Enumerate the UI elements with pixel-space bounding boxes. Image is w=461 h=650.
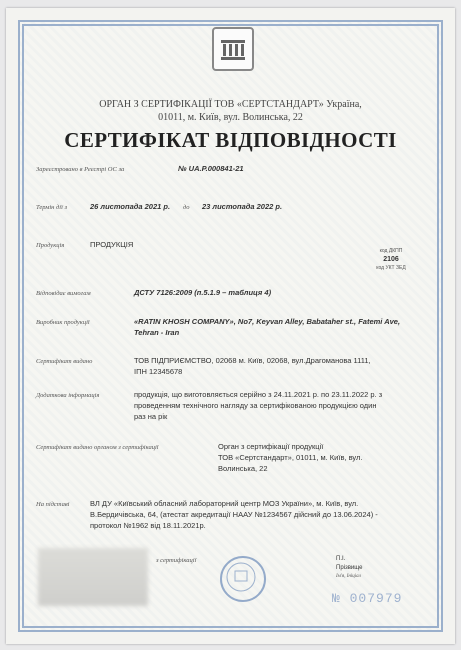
issued-label: Сертифікат видано (36, 358, 93, 365)
certificate-title: СЕРТИФІКАТ ВІДПОВІДНОСТІ (64, 128, 397, 152)
code-sub-label: код УКТ ЗЕД (376, 265, 406, 271)
number-prefix: № (332, 591, 341, 606)
signatory-initials: П.І. (336, 556, 346, 562)
issuing-body-line2: ТОВ «Сертстандарт», 01011, м. Київ, вул. (218, 453, 363, 462)
certificate-page (6, 8, 455, 644)
basis-line2: В.Бердичівська, 64, (атестат акредитації НААУ №1234567 дійсний до 13.06.2024) - (90, 510, 378, 519)
issuer-header-line1: ОРГАН З СЕРТИФІКАЦІЇ ТОВ «СЕРТСТАНДАРТ» Україна, (99, 99, 362, 110)
extra-info-line3: раз на рік (134, 412, 168, 421)
extra-info-label: Додаткова інформація (36, 392, 100, 399)
signature-role-label: з сертифікації (156, 557, 197, 564)
issuer-header-line2: 01011, м. Київ, вул. Волинська, 22 (158, 112, 303, 123)
term-from: 26 листопада 2021 р. (90, 202, 171, 211)
product-value: ПРОДУКЦІЯ (90, 240, 134, 249)
redacted-signature-block (38, 548, 148, 606)
registry-number: № UA.P.000841-21 (178, 164, 244, 173)
signatory-surname: Прізвище (336, 565, 363, 571)
standard-value: ДСТУ 7126:2009 (п.5.1.9 – таблиця 4) (134, 288, 272, 297)
manufacturer-label: Виробник продукції (36, 319, 90, 326)
basis-line3: протокол №1962 від 18.11.2021р. (90, 521, 206, 530)
number-digits: 007979 (349, 591, 403, 606)
official-stamp-icon (220, 556, 266, 602)
issuing-body-label: Сертифікат видано органом з сертифікації (36, 444, 159, 451)
extra-info-line1: продукція, що виготовляється серійно з 24.11.2021 р. по 23.11.2022 р. з (134, 390, 383, 399)
code-label: код ДКПП (379, 248, 403, 254)
manufacturer-line1: «RATIN KHOSH COMPANY», No7, Keyvan Alley, Babataher st., Fatemi Ave, (134, 317, 401, 326)
product-label: Продукція (36, 242, 65, 249)
issuing-body-line3: Волинська, 22 (218, 464, 268, 473)
extra-info-line2: проведенням технічного нагляду за сертифікованою продукцією один (134, 401, 377, 410)
basis-label: На підставі (36, 501, 70, 508)
code-value: 2106 (383, 256, 399, 263)
issued-line2: ІПН 12345678 (134, 367, 183, 376)
term-to: 23 листопада 2022 р. (202, 202, 283, 211)
term-to-label: до (183, 204, 190, 211)
basis-line1: ВЛ ДУ «Київський обласний лабораторний центр МОЗ України», м. Київ, вул. (90, 499, 359, 508)
issuing-body-line1: Орган з сертифікації продукції (218, 442, 324, 451)
standard-label: Відповідає вимогам (36, 290, 91, 297)
issued-line1: ТОВ ПІДПРИЄМСТВО, 02068 м. Київ, 02068, вул.Драгоманова 1111, (134, 356, 371, 365)
manufacturer-line2: Tehran - Iran (134, 328, 180, 337)
certificate-number (332, 591, 402, 606)
certification-logo-icon (212, 27, 254, 71)
term-label: Термін дії з (36, 204, 68, 211)
signatory-name-caption: Ім'я, Ініціал (336, 574, 361, 579)
registry-label: Зареєстровано в Реєстрі ОС за (36, 166, 125, 173)
